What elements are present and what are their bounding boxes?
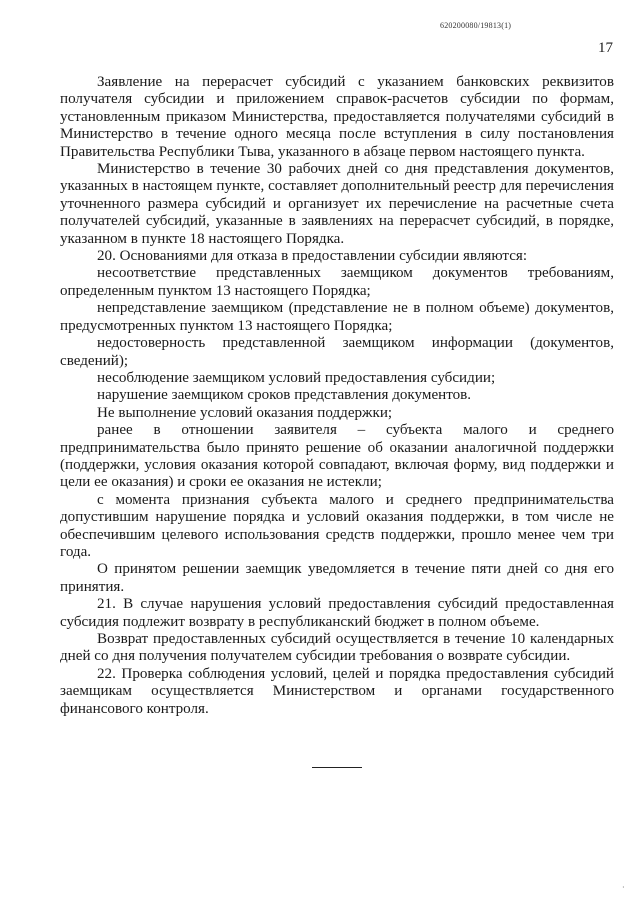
- paragraph: Министерство в течение 30 рабочих дней со дня представления документов, указанных в настоящем пункте, составляет дополнительный реестр для перечисления уточненного размера субсидий и организует их перечисление на расчетные счета получателей субсидий, указанные в заявлениях на перерасчет субсидий, в порядке, указанном в пункте 18 настоящего Порядка.: [60, 161, 614, 247]
- paragraph: несоблюдение заемщиком условий предоставления субсидии;: [97, 369, 496, 386]
- corner-mark: ·: [622, 883, 625, 892]
- paragraph: непредставление заемщиком (представление не в полном объеме) документов, предусмотренных пунктом 13 настоящего Порядка;: [60, 300, 614, 334]
- paragraph: Заявление на перерасчет субсидий с указанием банковских реквизитов получателя субсидии и приложением справок-расчетов субсидии по формам, установленным приказом Министерства, предоставляется получателями субсидий в Министерство в течение одного месяца после вступления в силу постановления Правительства Республики Тыва, указанного в абзаце первом настоящего пункта.: [60, 74, 614, 160]
- paragraph: несоответствие представленных заемщиком документов требованиям, определенным пунктом 13 настоящего Порядка;: [60, 265, 614, 299]
- paragraph: О принятом решении заемщик уведомляется в течение пяти дней со дня его принятия.: [60, 561, 614, 595]
- end-divider: [312, 767, 362, 768]
- paragraph: с момента признания субъекта малого и среднего предпринимательства допустившим нарушение порядка и условий оказания поддержки, в том числе не обеспечившим целевого использования средств поддержки, прошло менее чем три года.: [60, 491, 614, 560]
- document-body: [60, 74, 614, 718]
- paragraph: 22. Проверка соблюдения условий, целей и порядка предоставления субсидий заемщикам осуществляется Министерством и органами государственного финансового контроля.: [60, 665, 614, 717]
- paragraph: ранее в отношении заявителя – субъекта малого и среднего предпринимательства было принято решение об оказании аналогичной поддержки (поддержки, условия оказания которой совпадают, включая форму, вид поддержки и цели ее оказания) и сроки ее оказания не истекли;: [60, 422, 614, 491]
- page-number: 17: [598, 40, 613, 56]
- paragraph: 21. В случае нарушения условий предоставления субсидий предоставленная субсидия подлежит возврату в республиканский бюджет в полном объеме.: [60, 596, 614, 630]
- paragraph: недостоверность представленной заемщиком информации (документов, сведений);: [60, 335, 614, 369]
- paragraph: Не выполнение условий оказания поддержки;: [97, 404, 393, 421]
- paragraph: нарушение заемщиком сроков представления документов.: [97, 387, 472, 404]
- document-id: 620200080/19813(1): [440, 21, 512, 30]
- paragraph: 20. Основаниями для отказа в предоставлении субсидии являются:: [97, 248, 528, 265]
- paragraph: Возврат предоставленных субсидий осуществляется в течение 10 календарных дней со дня получения получателем субсидии требования о возврате субсидии.: [60, 631, 614, 665]
